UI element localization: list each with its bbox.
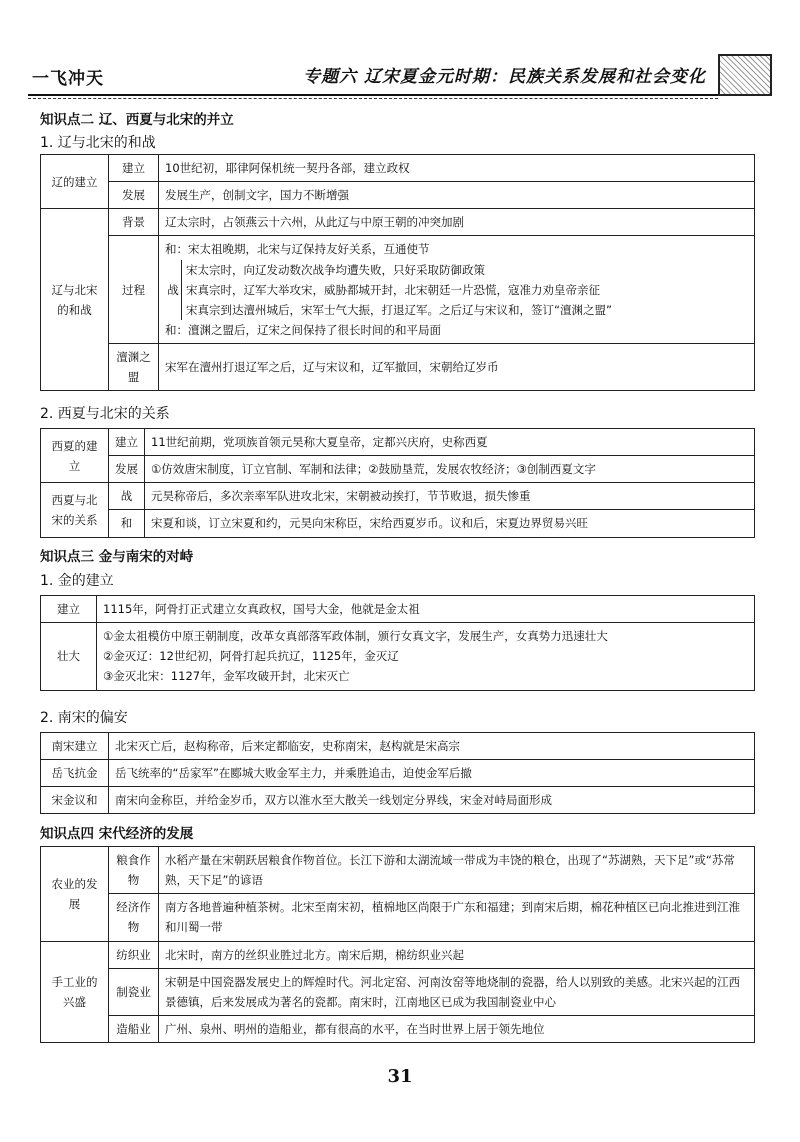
table-row (41, 623, 755, 690)
process-line: 宋真宗到达澶州城后，宋军士气大振，打退辽军。之后辽与宋议和，签订“澶渊之盟” (186, 302, 612, 317)
row-content: 宋夏和谈，订立宋夏和约，元昊向宋称臣，宋给西夏岁币。议和后，宋夏边界贸易兴旺 (145, 510, 755, 537)
table-row (41, 760, 755, 787)
subtitle-jin: 1. 金的建立 (40, 573, 114, 589)
row-label: 发展 (109, 182, 159, 209)
series-title: 专题六 辽宋夏金元时期：民族关系发展和社会变化 (303, 67, 706, 87)
war-block (165, 260, 748, 320)
row-content: 元昊称帝后，多次亲率军队进攻北宋，宋朝被动挨打，节节败退，损失惨重 (145, 483, 755, 510)
section-title-kp4: 知识点四 宋代经济的发展 (40, 826, 194, 842)
row-label: 制瓷业 (109, 968, 159, 1015)
table-row (41, 344, 755, 391)
page-header (28, 50, 772, 96)
header-rule (28, 94, 718, 96)
subtitle-nansong: 2. 南宋的偏安 (40, 710, 128, 726)
subtitle-xixia-song: 2. 西夏与北宋的关系 (40, 406, 170, 422)
row-content: 宋朝是中国瓷器发展史上的辉煌时代。河北定窑、河南汝窑等地烧制的瓷器，给人以别致的美感。北宋兴起的江西景德镇，后来发展成为著名的瓷都。南宋时，江南地区已成为我国制瓷业中心 (159, 968, 755, 1015)
table-row (41, 456, 755, 483)
table-row (41, 182, 755, 209)
row-label: 纺织业 (109, 941, 159, 968)
row-label: 南宋建立 (41, 733, 109, 760)
row-label: 发展 (109, 456, 145, 483)
row-content: 1115年，阿骨打正式建立女真政权，国号大金，他就是金太祖 (97, 596, 755, 623)
section-title-kp3: 知识点三 金与南宋的对峙 (40, 549, 194, 565)
process-line: 宋太宗时，向辽发动数次战争均遭失败，只好采取防御政策 (186, 262, 485, 277)
table-row (41, 1015, 755, 1042)
row-content: 南宋向金称臣，并给金岁币，双方以淮水至大散关一线划定分界线，宋金对峙局面形成 (109, 787, 755, 814)
header-rule-dashed (28, 98, 718, 99)
table-row (41, 787, 755, 814)
process-line: 宋真宗时，辽军大举攻宋，威胁都城开封，北宋朝廷一片恐慌，寇准力劝皇帝亲征 (186, 282, 600, 297)
table-row (41, 209, 755, 236)
row-content: 岳飞统率的“岳家军”在郾城大败金军主力，并乘胜追击，迫使金军后撤 (109, 760, 755, 787)
table-row (41, 596, 755, 623)
row-content: 辽太宗时，占领燕云十六州，从此辽与中原王朝的冲突加剧 (159, 209, 755, 236)
page-number: 31 (387, 1066, 413, 1087)
row-label: 造船业 (109, 1015, 159, 1042)
row-content: 发展生产，创制文字，国力不断增强 (159, 182, 755, 209)
row-content: 广州、泉州、明州的造船业，都有很高的水平，在当时世界上居于领先地位 (159, 1015, 755, 1042)
table-row (41, 483, 755, 510)
war-label: 战 (167, 282, 179, 297)
content-line: ③金灭北宋：1127年，金军攻破开封，北宋灭亡 (103, 669, 350, 684)
process-line: 和：澶渊之盟后，辽宋之间保持了很长时间的和平局面 (165, 322, 441, 337)
table-nansong (40, 732, 755, 814)
table-row (41, 155, 755, 182)
row-label: 战 (109, 483, 145, 510)
table-row (41, 236, 755, 344)
row-label: 壮大 (41, 623, 97, 690)
row-content: 北宋时，南方的丝织业胜过北方。南宋后期，棉纺织业兴起 (159, 941, 755, 968)
subtitle-liao-song: 1. 辽与北宋的和战 (40, 135, 156, 151)
row-label: 建立 (41, 596, 97, 623)
row-label: 建立 (109, 155, 159, 182)
table-xixia-song (40, 428, 755, 538)
table-row (41, 968, 755, 1015)
table-row (41, 510, 755, 537)
table-row (41, 847, 755, 894)
table-row (41, 894, 755, 941)
table-row (41, 733, 755, 760)
table-song-economy (40, 846, 755, 1043)
row-label: 建立 (109, 429, 145, 456)
row-label: 岳飞抗金 (41, 760, 109, 787)
row-content (159, 236, 755, 344)
row-label: 宋金议和 (41, 787, 109, 814)
table-liao-song (40, 154, 755, 391)
section-title-kp2: 知识点二 辽、西夏与北宋的并立 (40, 112, 234, 128)
process-line: 和：宋太祖晚期，北宋与辽保持友好关系，互通使节 (165, 242, 430, 257)
brand-logo: 一飞冲天 (32, 69, 104, 89)
row-content: 宋军在澶州打退辽军之后，辽与宋议和，辽军撤回，宋朝给辽岁币 (159, 344, 755, 391)
group-cell: 辽与北宋的和战 (41, 209, 109, 391)
table-row (41, 429, 755, 456)
row-label: 和 (109, 510, 145, 537)
row-content: 10世纪初，耶律阿保机统一契丹各部，建立政权 (159, 155, 755, 182)
table-row (41, 941, 755, 968)
group-cell: 西夏的建立 (41, 429, 109, 483)
content-line: ②金灭辽：12世纪初，阿骨打起兵抗辽，1125年，金灭辽 (103, 649, 399, 664)
row-label: 背景 (109, 209, 159, 236)
row-label: 澶渊之盟 (109, 344, 159, 391)
row-label: 经济作物 (109, 894, 159, 941)
group-cell: 辽的建立 (41, 155, 109, 209)
row-content: 南方各地普遍种植茶树。北宋至南宋初，植棉地区尚限于广东和福建；到南宋后期，棉花种植区已向北推进到江淮和川蜀一带 (159, 894, 755, 941)
content-line: ①金太祖模仿中原王朝制度，改革女真部落军政体制，颁行女真文字，发展生产，女真势力迅速壮大 (103, 629, 608, 644)
war-lines (181, 260, 612, 320)
row-content: ①仿效唐宋制度，订立官制、军制和法律；②鼓励垦荒，发展农牧经济；③创制西夏文字 (145, 456, 755, 483)
group-cell: 农业的发展 (41, 847, 109, 942)
table-jin (40, 595, 755, 691)
group-cell: 西夏与北宋的关系 (41, 483, 109, 537)
row-content: 北宋灭亡后，赵构称帝，后来定都临安，史称南宋，赵构就是宋高宗 (109, 733, 755, 760)
row-label: 粮食作物 (109, 847, 159, 894)
corner-decoration (718, 54, 772, 96)
row-content (97, 623, 755, 690)
group-cell: 手工业的兴盛 (41, 941, 109, 1043)
row-label: 过程 (109, 236, 159, 344)
row-content: 11世纪前期，党项族首领元昊称大夏皇帝，定都兴庆府，史称西夏 (145, 429, 755, 456)
row-content: 水稻产量在宋朝跃居粮食作物首位。长江下游和太湖流域一带成为丰饶的粮仓，出现了“苏湖熟，天下足”或“苏常熟，天下足”的谚语 (159, 847, 755, 894)
